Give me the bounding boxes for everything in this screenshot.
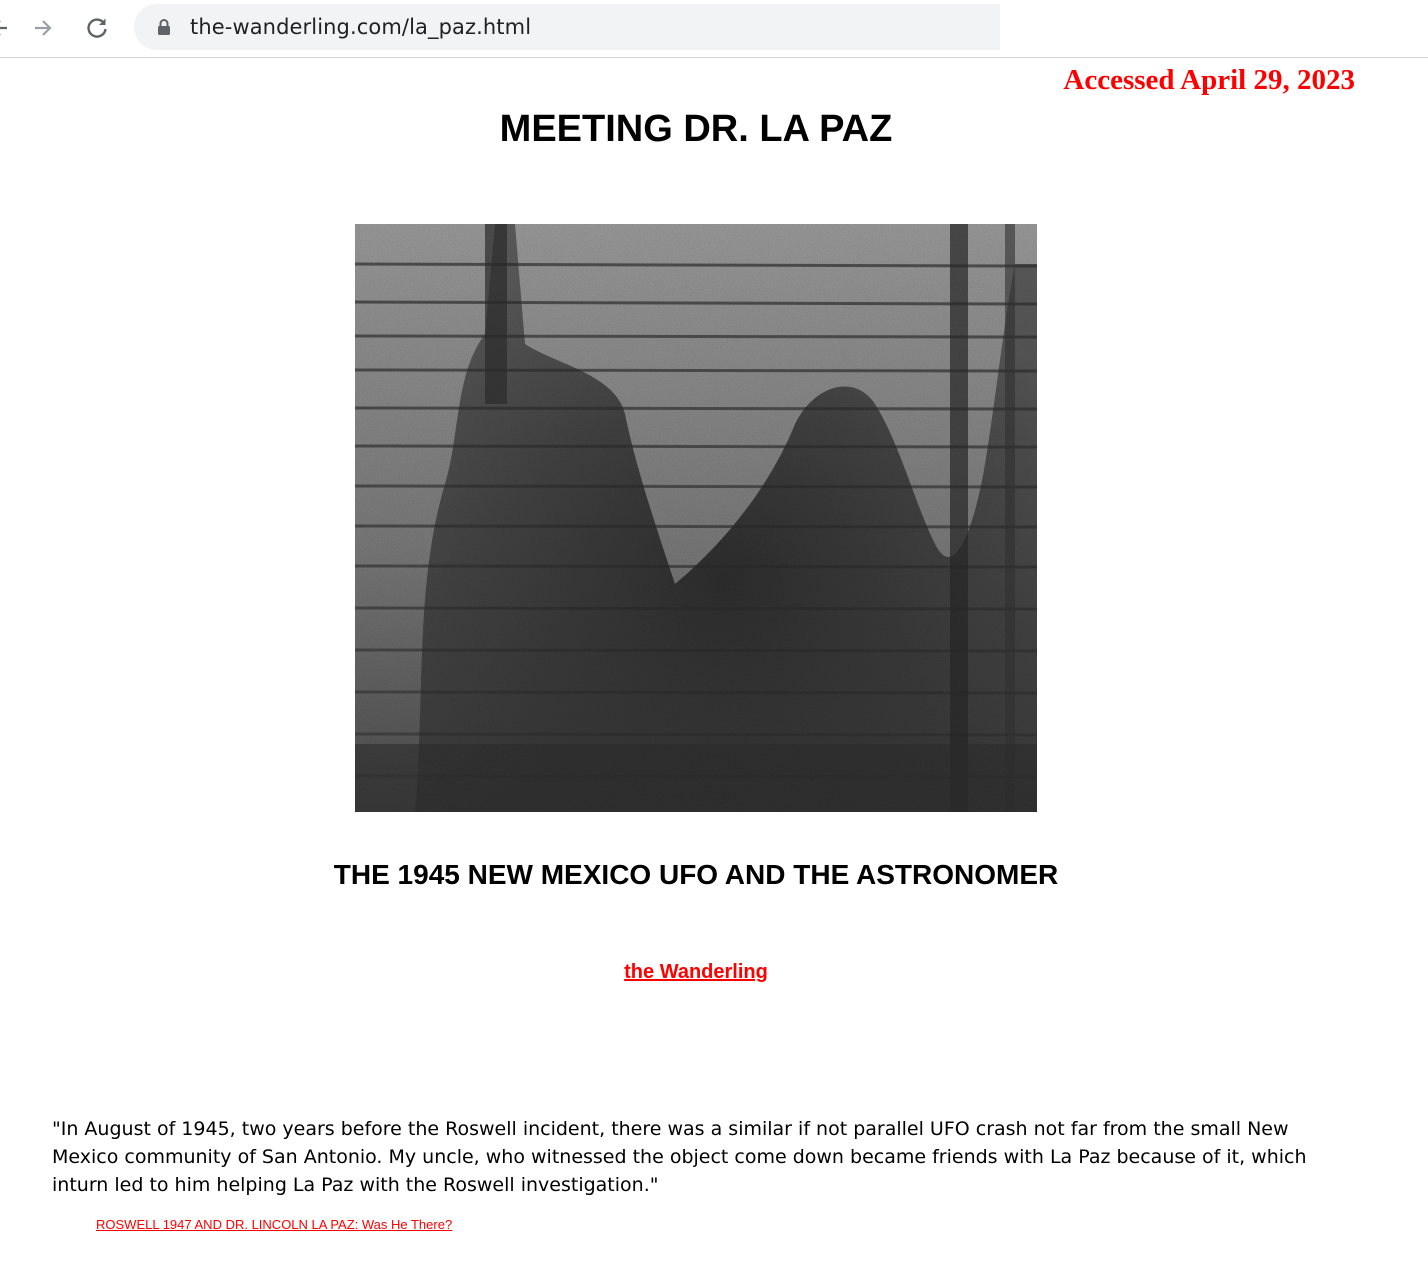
- page-title: MEETING DR. LA PAZ: [499, 108, 893, 150]
- address-bar[interactable]: [134, 4, 1000, 50]
- author-link[interactable]: the Wanderling: [624, 961, 768, 983]
- shadow-photo: [355, 224, 1037, 812]
- roswell-reference-link[interactable]: ROSWELL 1947 AND DR. LINCOLN LA PAZ: Was He There?: [96, 1217, 453, 1232]
- intro-quote: "In August of 1945, two years before the Roswell incident, there was a similar if not parallel UFO crash not far from the small New Mexico community of San Antonio. My uncle, who witnessed the object come down became friends with La Paz because of it, which inturn led to him helping La Paz with the Roswell investigation.": [52, 1118, 1307, 1196]
- forward-button[interactable]: [25, 10, 61, 46]
- arrow-left-icon: [0, 17, 11, 39]
- author-line: [0, 961, 1392, 984]
- page-content: [0, 58, 1428, 1272]
- url-text[interactable]: the-wanderling.com/la_paz.html: [190, 15, 532, 39]
- page-subtitle: THE 1945 NEW MEXICO UFO AND THE ASTRONOMER: [333, 859, 1059, 890]
- back-button[interactable]: [0, 10, 18, 46]
- lock-icon[interactable]: [156, 17, 172, 37]
- browser-toolbar: [0, 0, 1428, 58]
- shadow-photo-image: [355, 224, 1037, 812]
- reload-button[interactable]: [79, 10, 115, 46]
- reload-icon: [84, 15, 110, 41]
- accessed-date-note: Accessed April 29, 2023: [1063, 64, 1355, 96]
- arrow-right-icon: [31, 16, 55, 40]
